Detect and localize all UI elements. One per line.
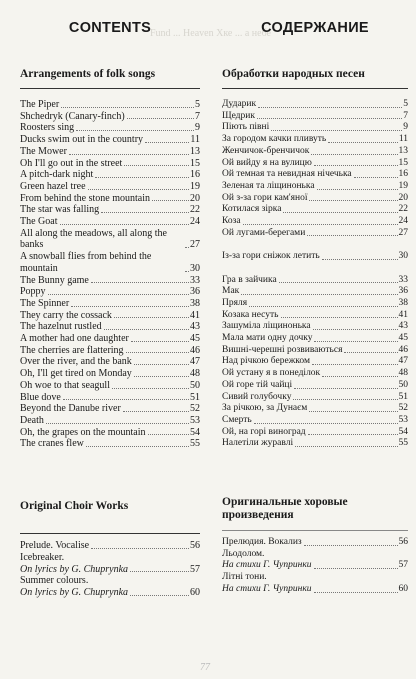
toc-entry-title: All along the meadows, all along the banks — [20, 227, 167, 251]
toc-entry-page: 47 — [190, 356, 200, 368]
toc-entry — [222, 427, 408, 439]
toc-entry-title: Женчичок-бренчичок — [222, 145, 310, 156]
dot-leader — [185, 247, 189, 248]
section-title-choir-works-ru: Оригинальные хоровые произведения — [222, 496, 348, 522]
toc-entry-title: Котилася зірка — [222, 204, 282, 215]
dot-leader — [243, 224, 398, 225]
toc-entry — [222, 392, 408, 404]
toc-entry-title: The cranes flew — [20, 438, 84, 450]
toc-entry-title: Roosters sing — [20, 122, 75, 134]
toc-entry — [20, 552, 200, 564]
toc-entry — [20, 169, 200, 181]
toc-entry-title: Ой вийду я на вулицю — [222, 157, 312, 168]
toc-entry-title — [222, 239, 223, 249]
toc-entry-title: Blue dove — [20, 391, 61, 403]
toc-list-choir-works-ru — [222, 537, 408, 596]
page-number: 77 — [200, 662, 210, 673]
toc-entry-page: 9 — [195, 122, 200, 134]
toc-entry-page: 55 — [190, 438, 200, 450]
toc-entry-title: Over the river, and the bank — [20, 356, 132, 368]
toc-entry — [20, 193, 200, 205]
dot-leader — [48, 294, 189, 295]
dot-leader — [314, 341, 397, 342]
toc-entry-title: A pitch-dark night — [20, 169, 94, 181]
toc-entry — [222, 321, 408, 333]
toc-entry — [20, 564, 200, 576]
toc-entry-page: 20 — [190, 192, 200, 204]
toc-entry-page: 24 — [190, 216, 200, 228]
dot-leader — [281, 317, 398, 318]
dot-leader — [112, 388, 189, 389]
toc-entry-title: Сивий голубочку — [222, 391, 292, 402]
dot-leader — [134, 376, 189, 377]
toc-entry-page: 5 — [195, 99, 200, 110]
toc-entry — [222, 263, 408, 275]
toc-entry-title: The Bunny game — [20, 274, 89, 286]
toc-entry-page: 54 — [398, 426, 408, 437]
toc-entry — [222, 438, 408, 450]
dot-leader — [241, 294, 397, 295]
toc-entry — [20, 415, 200, 427]
toc-entry-page: 50 — [398, 379, 408, 390]
toc-entry — [20, 158, 200, 170]
dot-leader — [126, 352, 189, 353]
toc-entry-title: Смерть — [222, 414, 252, 425]
dot-leader — [124, 165, 189, 166]
toc-entry-title: Щедрик — [222, 110, 255, 121]
dot-leader — [86, 446, 189, 447]
contents-heading: CONTENTS — [68, 20, 152, 36]
dot-leader — [271, 130, 402, 131]
toc-entry-page: 51 — [190, 391, 200, 403]
toc-entry-title: From behind the stone mountain — [20, 192, 150, 204]
toc-entry — [20, 286, 200, 298]
dot-leader — [88, 189, 189, 190]
toc-entry-page: 41 — [190, 309, 200, 321]
toc-entry — [20, 380, 200, 392]
toc-entry — [222, 134, 408, 146]
toc-entry — [222, 333, 408, 345]
dot-leader — [101, 212, 189, 213]
toc-entry — [20, 228, 200, 251]
toc-entry-title: Літні тони. — [222, 572, 267, 583]
toc-entry-title: Summer colours. — [20, 575, 89, 587]
toc-entry-title: Ой, на горі виноград — [222, 426, 306, 437]
toc-entry-page: 38 — [398, 297, 408, 308]
toc-entry-page: 53 — [398, 414, 408, 425]
dot-leader — [76, 130, 194, 131]
toc-entry — [222, 169, 408, 181]
dot-leader — [104, 329, 189, 330]
toc-entry-title: Мала мати одну дочку — [222, 333, 313, 344]
toc-entry — [20, 368, 200, 380]
toc-entry — [222, 584, 408, 596]
toc-entry-title: The cherries are flattering — [20, 344, 124, 356]
toc-entry — [222, 216, 408, 228]
dot-leader — [328, 142, 398, 143]
toc-entry-page: 16 — [190, 169, 200, 181]
toc-entry — [222, 572, 408, 584]
toc-list-choir-works — [20, 540, 200, 599]
toc-entry — [20, 298, 200, 310]
dot-leader — [185, 271, 189, 272]
toc-entry-page: 43 — [398, 321, 408, 332]
toc-entry-title: Дударик — [222, 99, 257, 109]
toc-entry-page: 45 — [398, 333, 408, 344]
toc-entry — [20, 333, 200, 345]
toc-entry-title: A mother had one daughter — [20, 333, 129, 345]
toc-entry-title: On lyrics by G. Chuprynka — [20, 563, 129, 575]
toc-entry-page: 54 — [190, 426, 200, 438]
dot-leader — [322, 376, 397, 377]
toc-entry-title: Прелюдия. Вокализ — [222, 537, 302, 548]
dot-leader — [131, 341, 189, 342]
toc-entry-title: The Goat — [20, 216, 58, 228]
toc-entry — [20, 216, 200, 228]
toc-entry-title: Козака несуть — [222, 309, 279, 320]
toc-entry-page: 20 — [398, 192, 408, 203]
toc-entry — [222, 122, 408, 134]
toc-entry — [20, 122, 200, 134]
toc-entry-page: 36 — [190, 286, 200, 298]
toc-entry — [222, 560, 408, 572]
toc-entry-page: 57 — [190, 563, 200, 575]
dot-leader — [344, 352, 397, 353]
toc-entry-page: 48 — [190, 368, 200, 380]
dot-leader — [283, 212, 397, 213]
toc-entry — [222, 380, 408, 392]
toc-entry — [20, 403, 200, 415]
toc-entry-title: A snowball flies from behind the mountain — [20, 251, 152, 274]
toc-entry-title: Shchedryk (Canary-finch) — [20, 110, 125, 122]
dot-leader — [295, 446, 397, 447]
toc-entry-title: Oh, the grapes on the mountain — [20, 426, 146, 438]
toc-entry-title: The hazelnut rustled — [20, 321, 102, 333]
dot-leader — [249, 306, 397, 307]
toc-entry-page: 27 — [398, 227, 408, 238]
dot-leader — [61, 107, 194, 108]
toc-entry — [20, 99, 200, 111]
toc-entry-page: 56 — [398, 537, 408, 548]
toc-entry-page: 22 — [398, 204, 408, 215]
toc-entry — [20, 111, 200, 123]
toc-entry-title — [222, 263, 223, 273]
dot-leader — [60, 224, 190, 225]
toc-entry — [20, 275, 200, 287]
toc-entry-title: The Mower — [20, 145, 67, 157]
dot-leader — [314, 592, 398, 593]
toc-entry — [222, 368, 408, 380]
dot-leader — [258, 107, 402, 108]
toc-entry-title: Oh I'll go out in the street — [20, 157, 123, 169]
toc-entry-title: Prelude. Vocalise — [20, 540, 90, 552]
dot-leader — [322, 259, 398, 260]
toc-entry-page: 22 — [190, 204, 200, 216]
toc-entry — [20, 587, 200, 599]
dot-leader — [308, 434, 398, 435]
toc-entry-title: Icebreaker. — [20, 551, 65, 563]
toc-entry-page: 33 — [398, 274, 408, 285]
toc-entry-page: 19 — [190, 180, 200, 192]
toc-entry-page: 24 — [398, 216, 408, 227]
toc-entry — [20, 438, 200, 450]
dot-leader — [294, 388, 397, 389]
toc-entry-title: Ой темная та невидная нічечька — [222, 169, 352, 180]
toc-entry — [20, 540, 200, 552]
toc-entry-title: Мак — [222, 286, 240, 297]
toc-entry-page: 45 — [190, 333, 200, 345]
toc-entry — [20, 392, 200, 404]
toc-entry-page: 15 — [190, 157, 200, 169]
dot-leader — [313, 329, 398, 330]
bleed-through-text: Fund ... Heaven Хке ... а небе — [150, 28, 271, 39]
toc-entry-page: 60 — [190, 586, 200, 598]
contents-heading-ru: СОДЕРЖАНИЕ — [261, 20, 369, 36]
dot-leader — [127, 118, 194, 119]
toc-entry-title: Налетіли журавлі — [222, 438, 294, 449]
toc-entry-title: Oh, I'll get tired on Monday — [20, 368, 132, 380]
toc-list-folk-songs — [20, 99, 200, 450]
toc-entry-page: 53 — [190, 414, 200, 426]
toc-entry-title: На стихи Г. Чупринки — [222, 560, 312, 571]
toc-entry — [222, 286, 408, 298]
dot-leader — [91, 548, 189, 549]
toc-list-folk-songs-ru — [222, 99, 408, 450]
toc-entry-title: На стихи Г. Чупринки — [222, 583, 312, 594]
toc-entry-page: 15 — [398, 157, 408, 168]
toc-entry-page: 11 — [190, 134, 200, 146]
toc-entry — [222, 193, 408, 205]
dot-leader — [130, 571, 189, 572]
dot-leader — [148, 434, 189, 435]
toc-entry-title: Піють півні — [222, 122, 270, 133]
toc-entry-page: 38 — [190, 297, 200, 309]
toc-entry — [222, 275, 408, 287]
toc-entry-page: 55 — [398, 438, 408, 449]
dot-leader — [254, 423, 398, 424]
toc-entry-page: 13 — [398, 145, 408, 156]
toc-entry — [20, 345, 200, 357]
toc-entry-title: Ой горе тій чайці — [222, 379, 293, 390]
toc-entry-title: Oh woe to that seagull — [20, 379, 110, 391]
toc-entry-page: 60 — [398, 583, 408, 594]
toc-entry — [222, 403, 408, 415]
dot-leader — [304, 545, 398, 546]
toc-entry-title: Над річкою бережком — [222, 356, 310, 367]
contents-column-english — [20, 0, 200, 599]
dot-leader — [63, 399, 189, 400]
dot-leader — [114, 317, 189, 318]
toc-entry — [20, 134, 200, 146]
toc-entry-title: On lyrics by G. Chuprynka — [20, 586, 129, 598]
toc-entry — [222, 158, 408, 170]
toc-entry — [20, 356, 200, 368]
toc-entry — [222, 181, 408, 193]
dot-leader — [257, 118, 402, 119]
toc-entry-title: Гра в зайчика — [222, 274, 277, 285]
toc-entry — [20, 181, 200, 193]
toc-entry-page: 56 — [190, 540, 200, 552]
toc-entry — [222, 251, 408, 263]
toc-entry-title: За городом качки пливуть — [222, 134, 327, 145]
toc-entry-page: 46 — [398, 344, 408, 355]
toc-entry-page: 47 — [398, 356, 408, 367]
toc-entry-title: Green hazel tree — [20, 180, 86, 192]
toc-entry — [20, 427, 200, 439]
dot-leader — [91, 282, 189, 283]
toc-entry-title: Льодолом. — [222, 548, 265, 559]
dot-leader — [152, 200, 189, 201]
toc-entry — [20, 310, 200, 322]
toc-entry — [222, 298, 408, 310]
toc-entry-title: Із-за гори сніжок летить — [222, 251, 320, 262]
dot-leader — [309, 411, 397, 412]
toc-entry-page: 36 — [398, 286, 408, 297]
toc-entry-page: 41 — [398, 309, 408, 320]
toc-entry-title: Ой з-за гори кам'яної — [222, 192, 308, 203]
section-title-folk-songs: Arrangements of folk songs — [20, 68, 156, 80]
toc-entry-page: 9 — [403, 122, 408, 133]
toc-entry-title: The Piper — [20, 99, 60, 110]
toc-entry-page: 5 — [403, 99, 408, 109]
dot-leader — [145, 142, 189, 143]
dot-leader — [314, 165, 398, 166]
toc-entry-title: Пряля — [222, 297, 248, 308]
toc-entry — [222, 99, 408, 111]
dot-leader — [46, 423, 189, 424]
toc-entry-page: 52 — [190, 403, 200, 415]
dot-leader — [311, 154, 397, 155]
toc-entry-page: 13 — [190, 145, 200, 157]
toc-entry-page: 7 — [403, 110, 408, 121]
toc-entry-page: 30 — [398, 251, 408, 262]
toc-entry-page: 46 — [190, 344, 200, 356]
toc-entry-title: За річкою, за Дунаєм — [222, 403, 308, 414]
toc-entry-page: 11 — [398, 134, 408, 145]
toc-entry-title: Poppy — [20, 286, 46, 298]
toc-entry-title: Ducks swim out in the country — [20, 134, 144, 146]
toc-entry-page: 52 — [398, 403, 408, 414]
toc-entry — [222, 537, 408, 549]
toc-entry-title: Зашуміла ліщинонька — [222, 321, 311, 332]
toc-entry-title: The Spinner — [20, 297, 70, 309]
toc-entry-page: 33 — [190, 274, 200, 286]
toc-entry — [222, 228, 408, 240]
toc-entry — [222, 345, 408, 357]
toc-entry — [20, 321, 200, 333]
dot-leader — [71, 306, 189, 307]
dot-leader — [293, 399, 397, 400]
toc-entry — [222, 415, 408, 427]
toc-entry-title: Вишні-черешні розвиваються — [222, 344, 343, 355]
dot-leader — [134, 364, 189, 365]
dot-leader — [279, 282, 398, 283]
toc-entry-page: 19 — [398, 180, 408, 191]
toc-entry-page: 51 — [398, 391, 408, 402]
toc-entry-page: 7 — [195, 110, 200, 122]
toc-entry-page: 43 — [190, 321, 200, 333]
toc-entry-title: Зеленая та ліщинонька — [222, 180, 315, 191]
toc-entry-title: They carry the cossack — [20, 309, 112, 321]
toc-entry — [20, 575, 200, 587]
toc-entry — [222, 204, 408, 216]
dot-leader — [130, 595, 189, 596]
section-title-folk-songs-ru: Обработки народных песен — [222, 68, 365, 80]
dot-leader — [314, 568, 398, 569]
dot-leader — [95, 177, 189, 178]
toc-entry — [222, 549, 408, 561]
toc-entry-title: Ой лугами-берегами — [222, 227, 306, 238]
toc-entry-title: Коза — [222, 216, 241, 227]
toc-entry-title: Ой устану я в понеділок — [222, 368, 321, 379]
toc-entry — [20, 204, 200, 216]
toc-entry-page: 16 — [398, 169, 408, 180]
toc-entry-page: 57 — [398, 560, 408, 571]
toc-entry — [222, 146, 408, 158]
toc-entry-title: Beyond the Danube river — [20, 403, 121, 415]
toc-entry — [20, 251, 200, 274]
dot-leader — [312, 364, 398, 365]
section-title-choir-works: Original Choir Works — [20, 500, 129, 513]
toc-entry-page: 27 — [190, 239, 200, 251]
dot-leader — [354, 177, 398, 178]
toc-entry — [20, 146, 200, 158]
dot-leader — [307, 235, 397, 236]
toc-entry-page: 50 — [190, 379, 200, 391]
toc-entry — [222, 239, 408, 251]
toc-entry-title: Death — [20, 414, 44, 426]
dot-leader — [309, 200, 397, 201]
dot-leader — [317, 189, 398, 190]
dot-leader — [69, 154, 189, 155]
toc-entry-page: 30 — [190, 262, 200, 274]
toc-entry — [222, 310, 408, 322]
contents-column-russian — [222, 0, 408, 596]
toc-entry — [222, 111, 408, 123]
dot-leader — [123, 411, 189, 412]
toc-entry-title: The star was falling — [20, 204, 100, 216]
toc-entry — [222, 356, 408, 368]
toc-entry-page: 48 — [398, 368, 408, 379]
